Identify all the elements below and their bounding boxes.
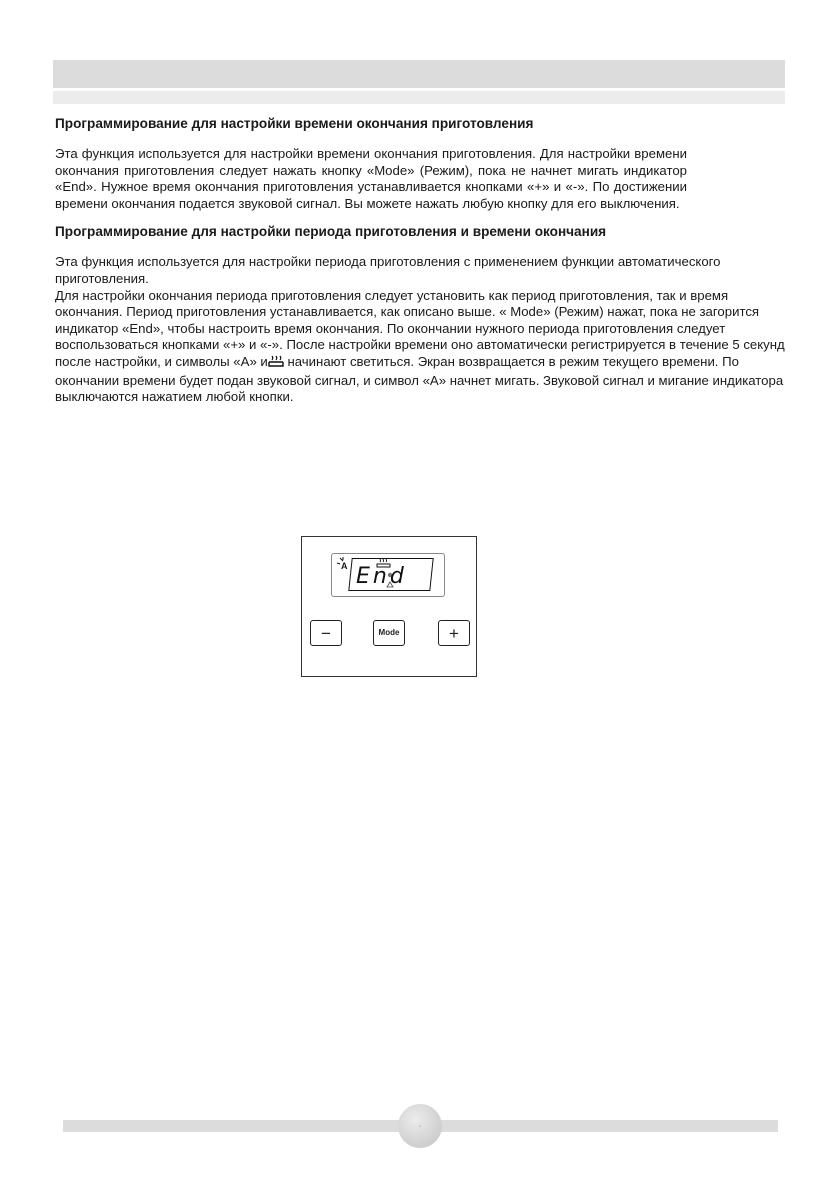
section-2-line1: Эта функция используется для настройки периода приготовления с применением функции автоматического приготовления. <box>55 254 721 286</box>
section-1-heading: Программирование для настройки времени окончания приготовления <box>55 116 534 131</box>
section-2-line2b: начинают светиться. Экран возвращается в режим текущего времени. По окончании времени будет подан звуковой сигнал, и символ «A» начнет мигать. Звуковой сигнал и мигание индикатора выключаются нажатием любой кнопки. <box>55 353 784 405</box>
minus-button[interactable]: − <box>310 620 342 646</box>
auto-symbol: A <box>341 561 348 571</box>
page-number: · <box>418 1122 422 1130</box>
display-end-text: End <box>356 564 407 589</box>
display-screen <box>331 553 445 597</box>
header-bar <box>53 60 785 88</box>
document-body <box>55 114 785 406</box>
section-1-text: Эта функция используется для настройки времени окончания приготовления. Для настройки времени окончания приготовления следует нажать кнопку «Mode» (Режим), пока не начнет мигать индикатор «End». Нужное время окончания приготовления устанавливается кнопками «+» и «-». По достижении времени окончания подается звуковой сигнал. Вы можете нажать любую кнопку для его выключения. <box>55 146 687 211</box>
section-2-heading: Программирование для настройки периода приготовления и времени окончания <box>55 224 607 240</box>
oven-control-panel <box>301 536 477 677</box>
section-2-text <box>55 254 785 405</box>
mode-button[interactable]: Mode <box>373 620 405 646</box>
section-2-line2a: Для настройки окончания периода приготовления следует установить как период приготовления, так и время окончания. Период приготовления устанавливается, как описано выше. « Mode» (Режим) нажат, пока не загорится индикатор «End», чтобы настроить время окончания. По окончании нужного периода приготовления следует воспользоваться кнопками «+» и «-». После настройки времени оно автоматически регистрируется в течение 5 секунд после настройки, и символы «A» и <box>55 287 785 369</box>
page-number-badge <box>398 1104 442 1148</box>
plus-button[interactable]: + <box>438 620 470 646</box>
cooking-pot-icon <box>268 355 284 373</box>
header-strip <box>53 91 785 104</box>
